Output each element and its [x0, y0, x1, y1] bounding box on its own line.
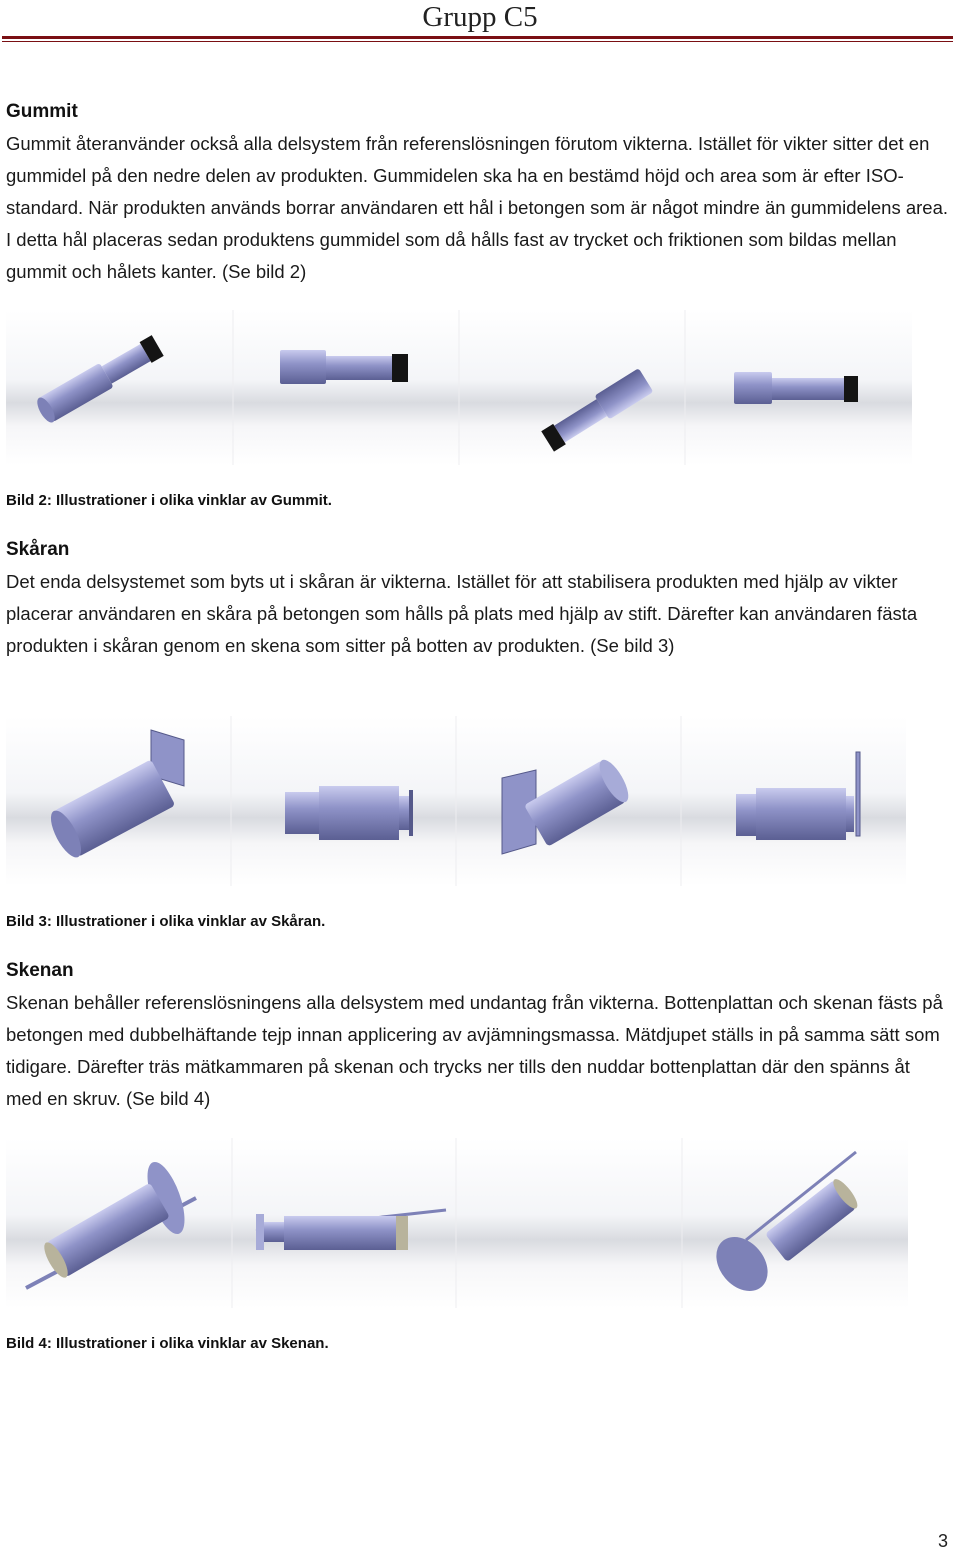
- figure-skenan-illustrations: [6, 1138, 908, 1308]
- header-rule-thin: [2, 41, 953, 42]
- section-heading-skenan: Skenan: [6, 960, 74, 981]
- header-title: Grupp C5: [422, 1, 538, 33]
- figure-gummit: [6, 310, 912, 465]
- skaran-view-2: [285, 786, 413, 840]
- section-heading-skaran: Skåran: [6, 539, 70, 560]
- figure-caption-skenan: Bild 4: Illustrationer i olika vinklar av Skenan.: [6, 1335, 329, 1352]
- figure-skenan: [6, 1138, 908, 1308]
- figure-gummit-illustrations: [6, 310, 912, 465]
- figure-skaran: [6, 716, 906, 886]
- section-paragraph-gummit: Gummit återanvänder också alla delsystem från referenslösningen förutom vikterna. Istället för vikter sitter det en gummidel på den nedre delen av produkten. Gummidelen ska ha en bestämd höjd och area som är efter ISO-standard. När produkten används borrar användaren ett hål i betongen som är något mindre än gummidelens area. I detta hål placeras sedan produktens gummidel som då hålls fast av trycket och friktionen som bildas mellan gummit och hålets kanter. (Se bild 2): [6, 133, 949, 282]
- figure-caption-skaran: Bild 3: Illustrationer i olika vinklar av Skåran.: [6, 913, 326, 930]
- header-rule: [2, 36, 953, 39]
- page-number: 3: [937, 1531, 948, 1551]
- section-paragraph-skaran: Det enda delsystemet som byts ut i skåran är vikterna. Istället för att stabilisera produkten med hjälp av vikter placerar användaren en skåra på betongen som hålls på plats med hjälp av stift. Därefter kan användaren fästa produkten i skåran genom en skena som sitter på botten av produkten. (Se bild 3): [6, 571, 918, 656]
- figure-caption-gummit: Bild 2: Illustrationer i olika vinklar av Gummit.: [6, 492, 332, 509]
- section-heading-gummit: Gummit: [6, 101, 78, 122]
- figure-skaran-illustrations: [6, 716, 906, 886]
- page-header: [0, 0, 960, 44]
- section-paragraph-skenan: Skenan behåller referenslösningens alla delsystem med undantag från vikterna. Bottenplattan och skenan fästs på betongen med dubbelhäftande tejp innan applicering av avjämningsmassa. Mätdjupet ställs in på samma sätt som tidigare. Därefter träs mätkammaren på skenan och trycks ner tills den nuddar bottenplattan där den spänns åt med en skruv. (Se bild 4): [6, 992, 943, 1109]
